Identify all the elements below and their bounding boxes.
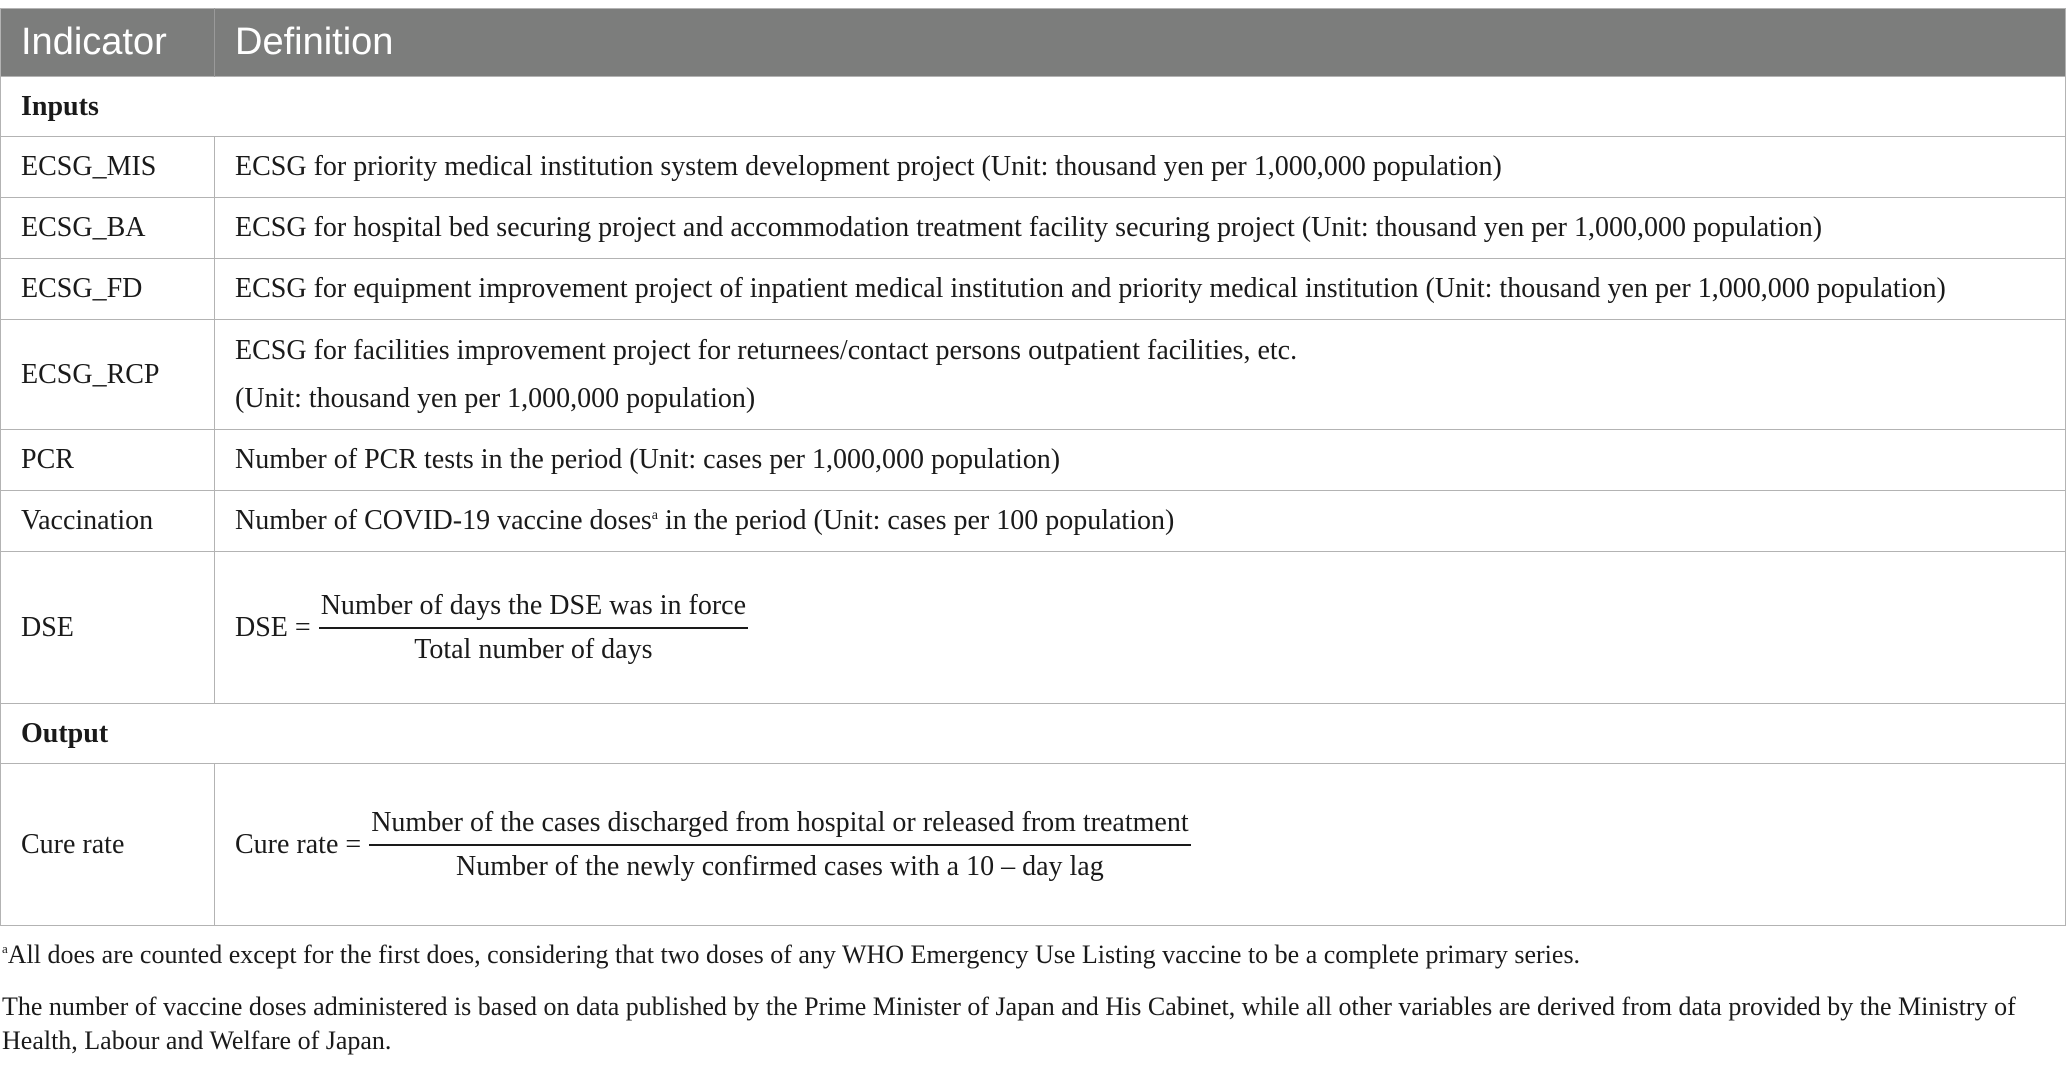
indicator-table bbox=[0, 8, 2066, 926]
fraction-denominator: Total number of days bbox=[414, 633, 653, 665]
indicator-cell: ECSG_BA bbox=[1, 198, 215, 259]
table-row bbox=[1, 259, 2066, 320]
indicator-cell: Cure rate bbox=[1, 764, 215, 926]
dse-formula bbox=[235, 589, 748, 666]
footnote-text: All does are counted except for the first does, considering that two doses of any WHO Emergency Use Listing vaccine to be a complete primary series. bbox=[7, 940, 1581, 969]
indicator-cell: DSE bbox=[1, 552, 215, 704]
table-row bbox=[1, 137, 2066, 198]
fraction-numerator: Number of the cases discharged from hospital or released from treatment bbox=[369, 806, 1190, 846]
indicator-cell: ECSG_FD bbox=[1, 259, 215, 320]
definition-cell bbox=[215, 552, 2066, 704]
section-row-output bbox=[1, 704, 2066, 764]
definition-cell: ECSG for equipment improvement project of inpatient medical institution and priority medical institution (Unit: thousand yen per 1,000,000 population) bbox=[215, 259, 2066, 320]
definition-text-cont: in the period (Unit: cases per 100 population) bbox=[658, 505, 1175, 537]
footnote bbox=[2, 938, 2067, 972]
definition-cell bbox=[215, 491, 2066, 552]
definition-cell: ECSG for priority medical institution system development project (Unit: thousand yen per 1,000,000 population) bbox=[215, 137, 2066, 198]
table-row bbox=[1, 491, 2066, 552]
table-row bbox=[1, 430, 2066, 491]
indicator-cell: Vaccination bbox=[1, 491, 215, 552]
definition-line-1: ECSG for facilities improvement project for returnees/contact persons outpatient facilities, etc. bbox=[235, 334, 1298, 366]
header-indicator: Indicator bbox=[1, 9, 215, 77]
fraction-numerator: Number of days the DSE was in force bbox=[319, 589, 748, 629]
table-header-row bbox=[1, 9, 2066, 77]
footnote-marker: a bbox=[651, 508, 658, 524]
fraction-denominator: Number of the newly confirmed cases with a 10 – day lag bbox=[456, 850, 1104, 882]
table-row bbox=[1, 320, 2066, 430]
table-row bbox=[1, 764, 2066, 926]
definition-line-2: (Unit: thousand yen per 1,000,000 population) bbox=[235, 382, 756, 414]
definition-cell bbox=[215, 764, 2066, 926]
indicator-cell: ECSG_MIS bbox=[1, 137, 215, 198]
section-label-inputs: Inputs bbox=[1, 77, 2066, 137]
indicator-table-container bbox=[0, 8, 2067, 1075]
footnote-marker: a bbox=[2, 941, 8, 956]
definition-cell: Number of PCR tests in the period (Unit: cases per 1,000,000 population) bbox=[215, 430, 2066, 491]
indicator-cell: PCR bbox=[1, 430, 215, 491]
section-label-output: Output bbox=[1, 704, 2066, 764]
indicator-cell: ECSG_RCP bbox=[1, 320, 215, 430]
definition-text: Number of COVID-19 vaccine doses bbox=[235, 505, 652, 537]
table-row bbox=[1, 198, 2066, 259]
fraction bbox=[319, 589, 748, 666]
header-definition: Definition bbox=[215, 9, 2066, 77]
formula-lhs: DSE = bbox=[235, 611, 311, 643]
definition-cell bbox=[215, 320, 2066, 430]
source-note: The number of vaccine doses administered is based on data published by the Prime Minister of Japan and His Cabinet, while all other variables are derived from data provided by the Ministry of Health, Labour and Welfare of Japan. bbox=[2, 991, 2016, 1055]
section-row-inputs bbox=[1, 77, 2066, 137]
table-notes bbox=[0, 938, 2067, 1057]
formula-lhs: Cure rate = bbox=[235, 828, 362, 860]
definition-cell: ECSG for hospital bed securing project and accommodation treatment facility securing project (Unit: thousand yen per 1,000,000 population) bbox=[215, 198, 2066, 259]
cure-rate-formula bbox=[235, 806, 1191, 883]
table-row bbox=[1, 552, 2066, 704]
fraction bbox=[369, 806, 1190, 883]
